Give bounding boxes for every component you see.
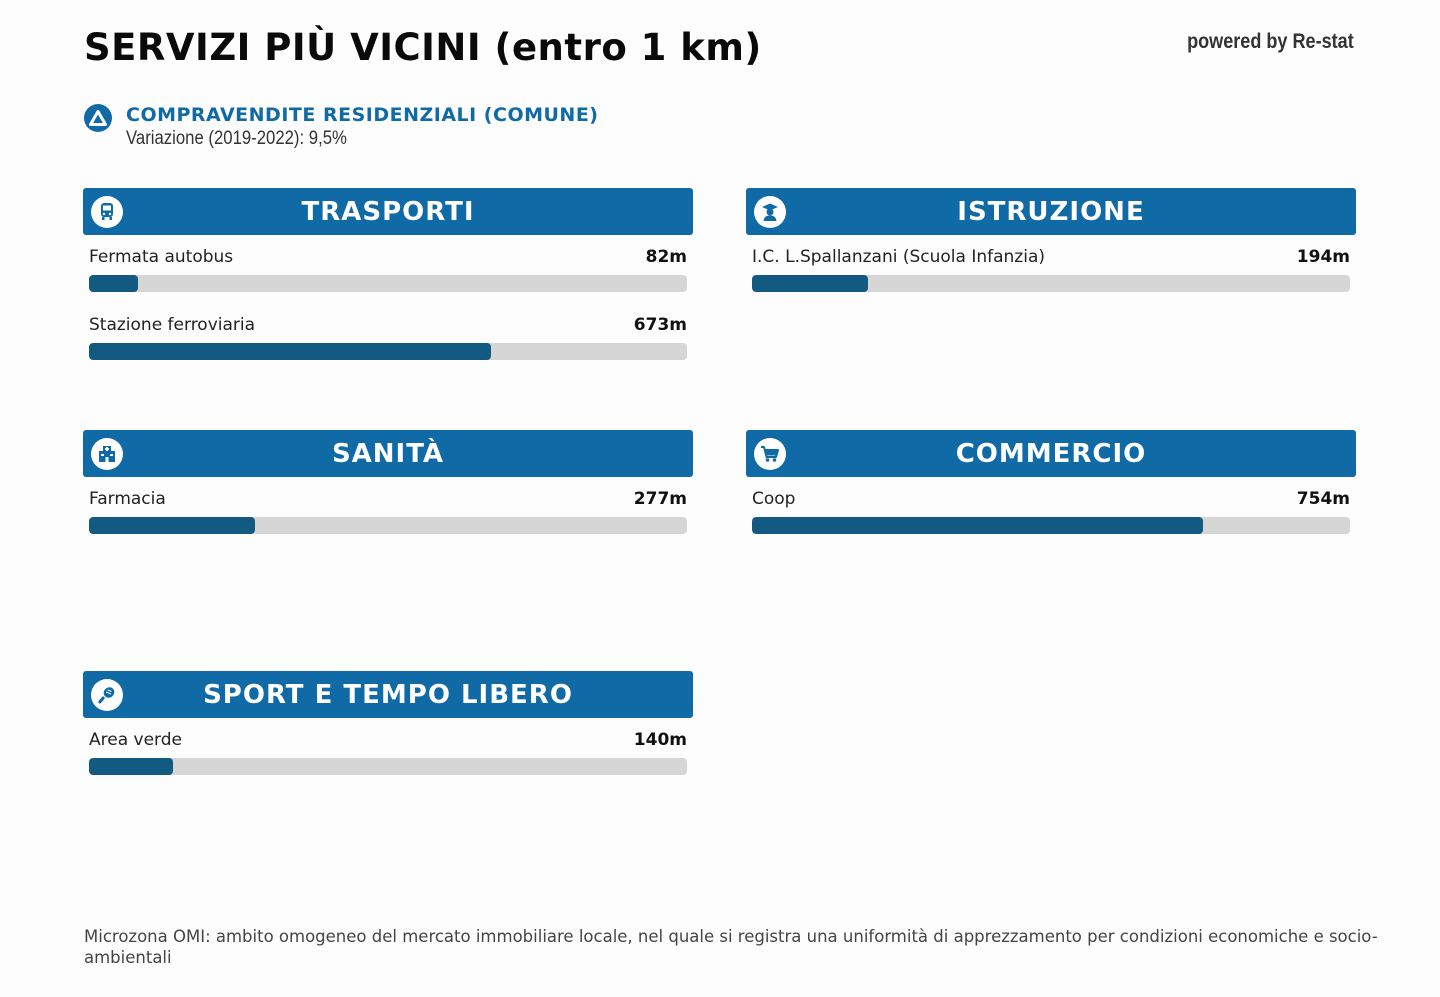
distance-bar bbox=[89, 343, 687, 360]
service-distance: 194m bbox=[1296, 247, 1350, 267]
footer-note: Microzona OMI: ambito omogeneo del mercato immobiliare locale, nel quale si registra una uniformità di apprezzamento per condizioni economiche e socio-ambientali bbox=[84, 927, 1378, 967]
section-commercio bbox=[746, 430, 1356, 534]
hospital-icon bbox=[91, 438, 123, 470]
service-distance: 754m bbox=[1296, 489, 1350, 509]
residential-sales-variation: Variazione (2019-2022): 9,5% bbox=[126, 128, 347, 149]
section-header-trasporti bbox=[83, 188, 693, 235]
residential-sales-title: COMPRAVENDITE RESIDENZIALI (COMUNE) bbox=[126, 104, 599, 126]
distance-bar-fill bbox=[89, 343, 491, 360]
service-name: Farmacia bbox=[89, 489, 166, 509]
section-istruzione bbox=[746, 188, 1356, 292]
distance-bar bbox=[89, 275, 687, 292]
residential-sales-block bbox=[84, 102, 599, 150]
section-sport bbox=[83, 671, 693, 775]
service-row bbox=[746, 488, 1356, 534]
distance-bar bbox=[89, 758, 687, 775]
section-header-sanita bbox=[83, 430, 693, 477]
distance-bar-fill bbox=[752, 517, 1203, 534]
service-name: Fermata autobus bbox=[89, 247, 234, 267]
service-name: I.C. L.Spallanzani (Scuola Infanzia) bbox=[752, 247, 1046, 267]
service-distance: 277m bbox=[633, 489, 687, 509]
powered-by-label: powered by Re-stat bbox=[1187, 30, 1354, 53]
section-header-sport bbox=[83, 671, 693, 718]
section-title-trasporti: TRASPORTI bbox=[301, 196, 475, 227]
section-sanita bbox=[83, 430, 693, 534]
section-title-sanita: SANITÀ bbox=[331, 438, 445, 469]
section-title-commercio: COMMERCIO bbox=[955, 438, 1147, 469]
service-row bbox=[83, 488, 693, 534]
triangle-up-icon bbox=[84, 104, 112, 132]
service-row bbox=[83, 314, 693, 360]
service-row bbox=[83, 246, 693, 292]
service-name: Coop bbox=[752, 489, 796, 509]
distance-bar bbox=[752, 517, 1350, 534]
distance-bar-fill bbox=[89, 517, 255, 534]
service-distance: 140m bbox=[633, 730, 687, 750]
distance-bar-fill bbox=[752, 275, 868, 292]
service-row bbox=[746, 246, 1356, 292]
service-distance: 673m bbox=[633, 315, 687, 335]
distance-bar-fill bbox=[89, 275, 138, 292]
service-row bbox=[83, 729, 693, 775]
section-header-commercio bbox=[746, 430, 1356, 477]
racket-icon bbox=[91, 679, 123, 711]
service-distance: 82m bbox=[645, 247, 687, 267]
distance-bar bbox=[89, 517, 687, 534]
student-icon bbox=[754, 196, 786, 228]
bus-icon bbox=[91, 196, 123, 228]
distance-bar-fill bbox=[89, 758, 173, 775]
section-header-istruzione bbox=[746, 188, 1356, 235]
shopping-cart-icon bbox=[754, 438, 786, 470]
section-title-sport: SPORT E TEMPO LIBERO bbox=[203, 679, 573, 710]
service-name: Area verde bbox=[89, 730, 182, 750]
section-title-istruzione: ISTRUZIONE bbox=[957, 196, 1145, 227]
section-trasporti bbox=[83, 188, 693, 360]
distance-bar bbox=[752, 275, 1350, 292]
page-title: SERVIZI PIÙ VICINI (entro 1 km) bbox=[84, 26, 762, 69]
service-name: Stazione ferroviaria bbox=[89, 315, 256, 335]
